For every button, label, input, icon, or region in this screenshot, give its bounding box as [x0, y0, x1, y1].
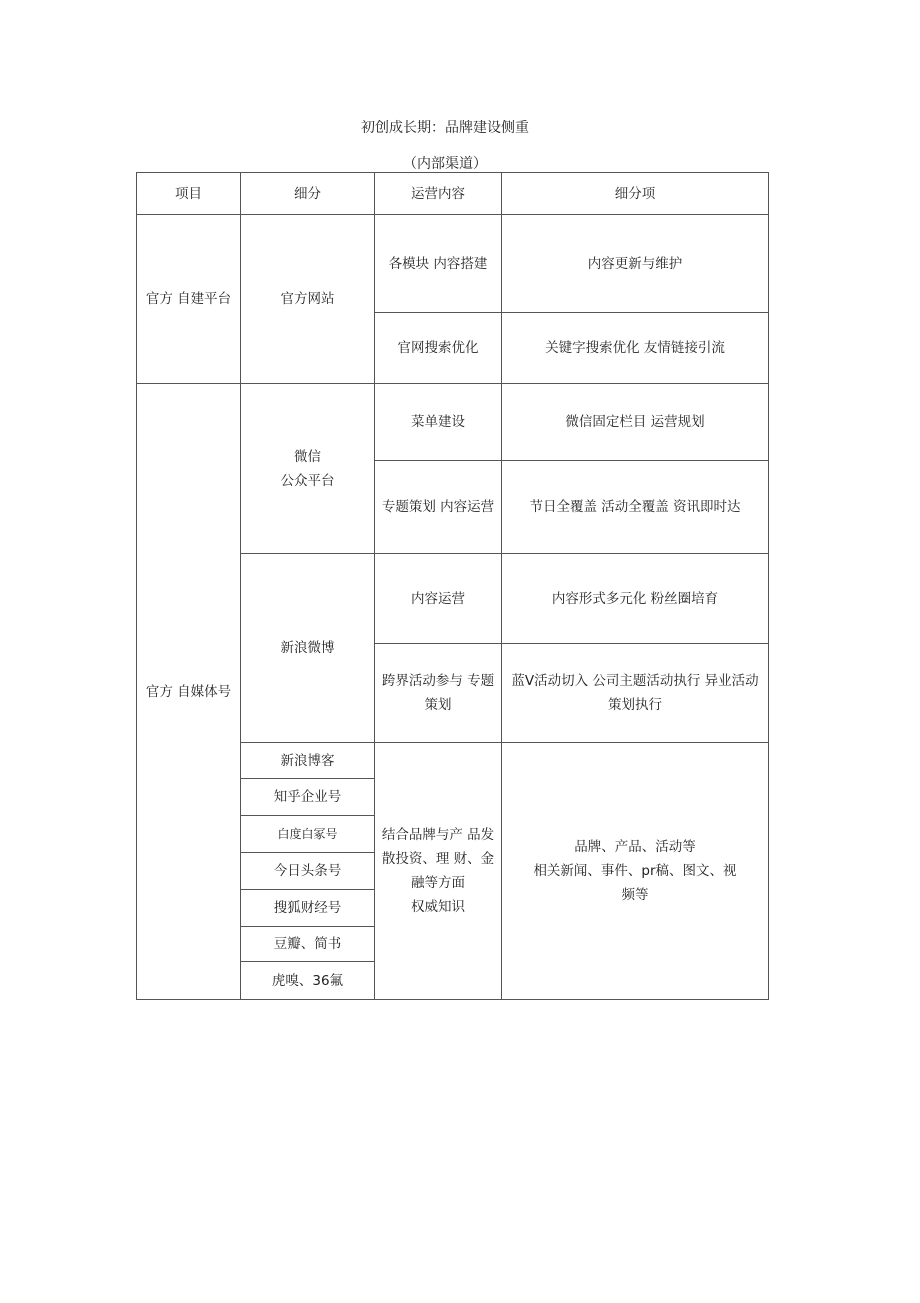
item-holiday-coverage: 节日全覆盖 活动全覆盖 资讯即时达 — [501, 460, 769, 554]
header-project: 项目 — [136, 172, 241, 215]
platform-item: 豆瓣、简书 — [240, 926, 375, 962]
header-subdivision: 细分 — [240, 172, 375, 215]
item-keyword-seo: 关键字搜索优化 友情链接引流 — [501, 312, 769, 384]
platform-item: 白度白冢号 — [240, 815, 375, 853]
project-self-media: 官方 自媒体号 — [136, 383, 241, 1000]
content-brand-knowledge: 结合品牌与产 品发 散投资、理 财、金 融等方面 权威知识 — [374, 742, 502, 1000]
channel-table — [136, 172, 769, 1000]
item-content-diversification: 内容形式多元化 粉丝圈培育 — [501, 553, 769, 644]
item-content-update: 内容更新与维护 — [501, 214, 769, 313]
header-detail-items: 细分项 — [501, 172, 769, 215]
platform-item: 新浪博客 — [240, 742, 375, 779]
sub-wechat-official-account: 微信 公众平台 — [240, 383, 375, 554]
platform-item: 虎嗅、36氟 — [240, 961, 375, 1000]
sub-sina-weibo: 新浪微博 — [240, 553, 375, 743]
platform-item: 知乎企业号 — [240, 778, 375, 816]
content-weibo-operation: 内容运营 — [374, 553, 502, 644]
content-menu-building: 菜单建设 — [374, 383, 502, 461]
item-wechat-columns: 微信固定栏目 运营规划 — [501, 383, 769, 461]
platform-item: 今日头条号 — [240, 852, 375, 890]
content-topic-planning: 专题策划 内容运营 — [374, 460, 502, 554]
sub-official-website: 官方网站 — [240, 214, 375, 384]
item-brand-news: 品牌、产品、活动等 相关新闻、事件、pr稿、图文、视 频等 — [501, 742, 769, 1000]
page-title: 初创成长期：品牌建设侧重 — [361, 120, 529, 136]
item-blue-v-activity: 蓝V活动切入 公司主题活动执行 异业活动 策划执行 — [501, 643, 769, 743]
header-operation-content: 运营内容 — [374, 172, 502, 215]
page-subtitle: （内部渠道） — [403, 156, 487, 172]
project-self-built-platform: 官方 自建平台 — [136, 214, 241, 384]
platform-item: 搜狐财经号 — [240, 889, 375, 927]
content-crossover-activity: 跨界活动参与 专题 策划 — [374, 643, 502, 743]
content-website-seo: 官网搜索优化 — [374, 312, 502, 384]
content-module-building: 各模块 内容搭建 — [374, 214, 502, 313]
